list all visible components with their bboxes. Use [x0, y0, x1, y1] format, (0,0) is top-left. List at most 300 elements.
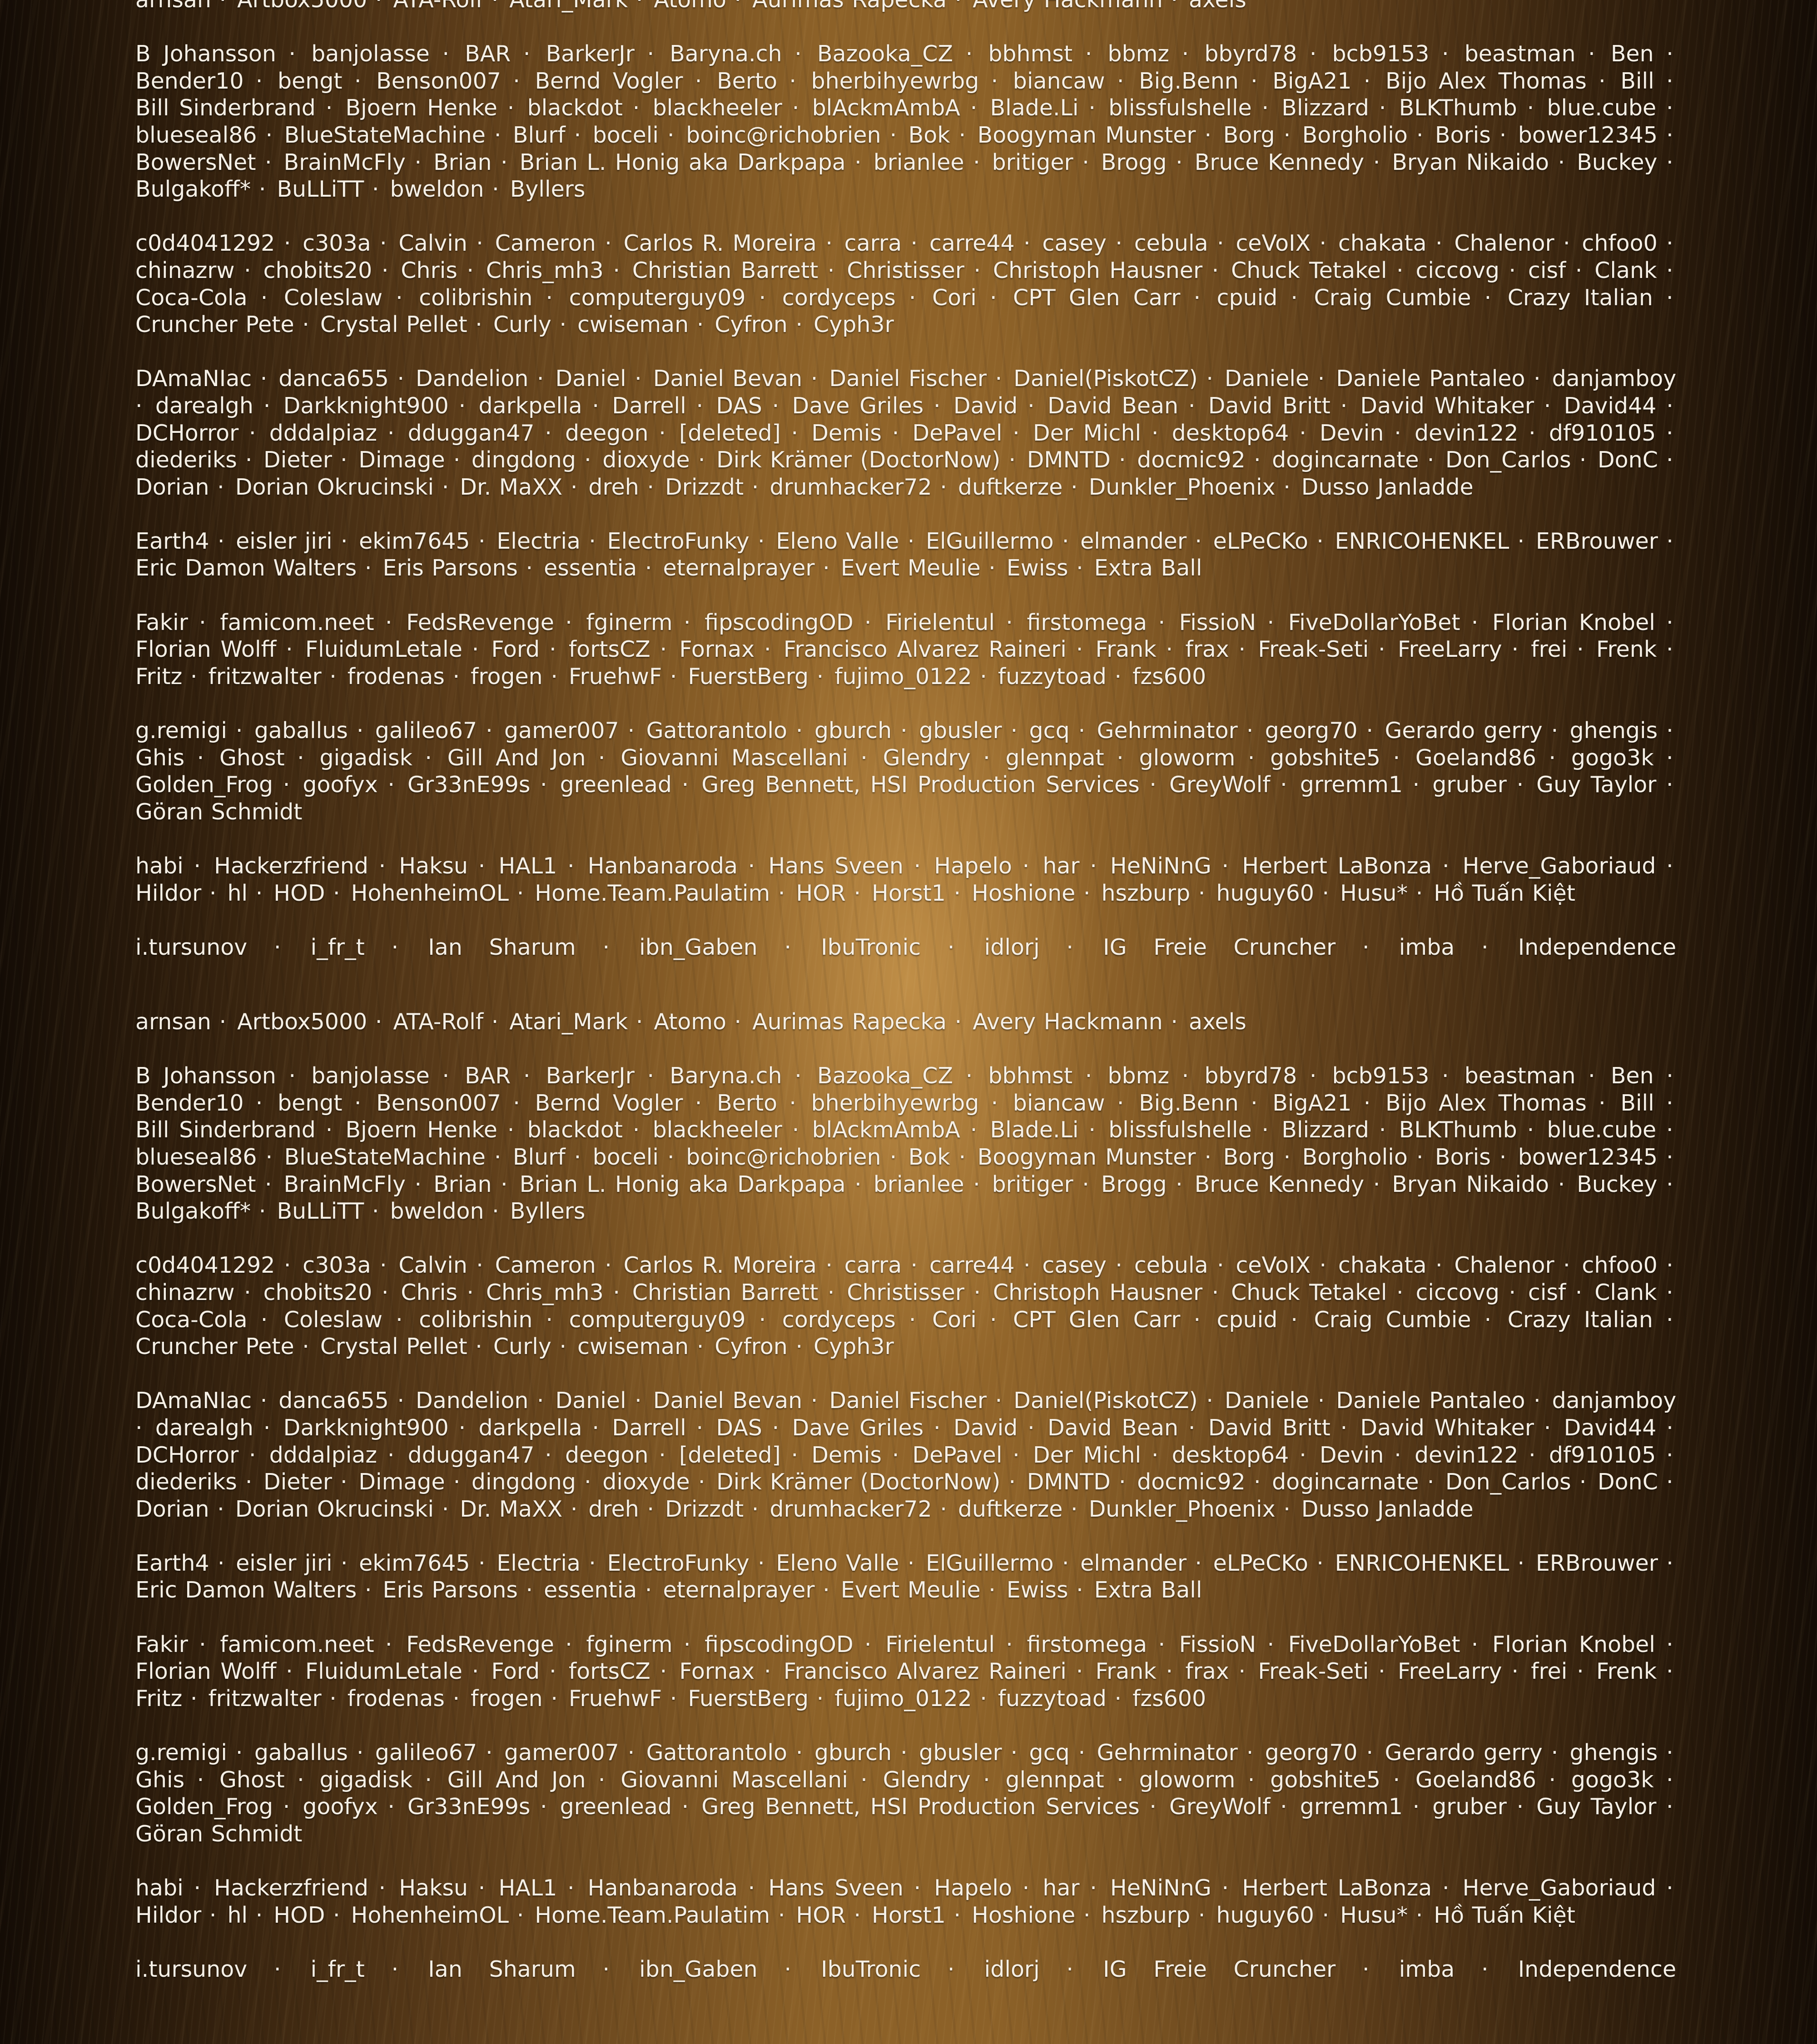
separator-dot: · [574, 1144, 584, 1171]
separator-dot: · [900, 1739, 910, 1766]
credit-name: Dave Griles [792, 393, 923, 419]
credit-name: Daniel Bevan [653, 366, 803, 392]
credit-name: idlorj [984, 1956, 1040, 1982]
credit-name: georg70 [1265, 718, 1358, 744]
separator-dot: · [289, 1062, 299, 1090]
credit-name: arnsan [135, 1009, 211, 1035]
credit-name: Göran Schmidt [135, 799, 303, 825]
credit-name: Curly [493, 1334, 551, 1359]
credit-name: Hapelo [934, 853, 1012, 879]
separator-dot: · [696, 392, 706, 420]
credit-name: ElectroFunky [607, 1550, 750, 1576]
separator-dot: · [1076, 1658, 1086, 1685]
credit-name: drumhacker72 [769, 1496, 932, 1522]
separator-dot: · [236, 717, 246, 744]
separator-dot: · [1529, 1442, 1539, 1469]
credit-name: Coca-Cola [135, 285, 248, 311]
separator-dot: · [209, 880, 219, 907]
credit-name: Dr. MaXX [460, 474, 562, 500]
credit-name: Dunkler_Phoenix [1089, 1496, 1276, 1522]
separator-dot: · [1340, 1414, 1350, 1442]
credit-name: fipscodingOD [705, 1632, 854, 1657]
separator-dot: · [864, 1631, 874, 1658]
separator-dot: · [236, 1739, 246, 1766]
separator-dot: · [1579, 1469, 1589, 1496]
separator-dot: · [249, 1442, 259, 1469]
credit-name: Ghost [219, 745, 285, 771]
separator-dot: · [1666, 420, 1676, 447]
credit-name: Aurimas Rapecka [752, 1009, 947, 1035]
credit-name: Gehrminator [1097, 718, 1238, 744]
credit-name: Husu* [1340, 1902, 1408, 1928]
credit-name: Horst1 [872, 1902, 946, 1928]
credit-name: boceli [593, 122, 659, 148]
credit-name: eLPeCKo [1213, 528, 1308, 554]
credit-name: fortsCZ [569, 636, 650, 662]
credit-name: carra [844, 230, 902, 256]
separator-dot: · [333, 880, 343, 907]
credit-name: Dr. MaXX [460, 1496, 562, 1522]
separator-dot: · [966, 1062, 976, 1090]
credit-name: Brogg [1101, 149, 1167, 175]
separator-dot: · [453, 447, 463, 474]
credit-name: eLPeCKo [1213, 1550, 1308, 1576]
credit-name: Bulgakoff* [135, 176, 251, 202]
separator-dot: · [1666, 1090, 1676, 1117]
credit-name: brianlee [874, 1171, 964, 1197]
separator-dot: · [697, 1333, 707, 1360]
credit-name: Borg [1223, 122, 1275, 148]
credit-name: Francisco Alvarez Raineri [784, 636, 1067, 662]
credit-name: Drizzdt [665, 1496, 744, 1522]
credit-name: Blurf [513, 1144, 566, 1170]
credit-name: GreyWolf [1169, 1794, 1271, 1820]
separator-dot: · [670, 1685, 680, 1712]
credit-name: Eleno Valle [776, 528, 899, 554]
separator-dot: · [1511, 636, 1521, 663]
credit-name: Gr33nE99s [407, 772, 530, 798]
credit-name: Boogyman Munster [978, 1144, 1196, 1170]
credit-name: Hildor [135, 880, 201, 906]
credit-name: bower12345 [1518, 1144, 1658, 1170]
separator-dot: · [1577, 1658, 1587, 1685]
credit-name: Christian Barrett [632, 1280, 819, 1305]
credit-name: bcb9153 [1332, 41, 1430, 67]
credit-name: FluidumLetale [305, 636, 462, 662]
separator-dot: · [256, 68, 266, 95]
separator-dot: · [340, 1469, 350, 1496]
separator-dot: · [1517, 771, 1527, 799]
separator-dot: · [197, 744, 207, 772]
separator-dot: · [1188, 1414, 1198, 1442]
credit-name: Dieter [263, 1469, 332, 1495]
separator-dot: · [274, 934, 284, 961]
separator-dot: · [1206, 365, 1216, 392]
separator-dot: · [1518, 528, 1528, 555]
credit-name: diederiks [135, 1469, 237, 1495]
credit-name: Boris [1435, 1144, 1491, 1170]
separator-dot: · [796, 1739, 806, 1766]
credit-name: fginerm [586, 1632, 672, 1657]
separator-dot: · [551, 663, 561, 690]
separator-dot: · [1299, 420, 1309, 447]
separator-dot: · [249, 420, 259, 447]
credit-name: Ghis [135, 745, 184, 771]
separator-dot: · [602, 1956, 612, 1983]
separator-dot: · [1442, 40, 1452, 68]
credit-name: IbuTronic [821, 934, 921, 960]
credit-name: FruehwF [569, 664, 662, 690]
separator-dot: · [660, 636, 670, 663]
separator-dot: · [1558, 149, 1568, 176]
separator-dot: · [286, 636, 296, 663]
separator-dot: · [970, 94, 980, 122]
separator-dot: · [517, 880, 527, 907]
credit-name: DCHorror [135, 1442, 238, 1468]
credit-name: har [1043, 853, 1079, 879]
separator-dot: · [266, 1144, 276, 1171]
separator-dot: · [860, 744, 870, 772]
separator-dot: · [546, 1306, 556, 1334]
credit-name: greenlead [560, 1794, 672, 1820]
credit-name: DCHorror [135, 420, 238, 446]
credit-name: bbmz [1107, 41, 1169, 67]
separator-dot: · [1666, 392, 1676, 420]
credit-name: Borgholio [1302, 122, 1408, 148]
credit-name: Hackerzfriend [214, 1875, 368, 1901]
separator-dot: · [1283, 1496, 1293, 1523]
credit-name: bbyrd78 [1204, 41, 1297, 67]
separator-dot: · [1364, 68, 1374, 95]
credit-name: dioxyde [602, 447, 690, 473]
separator-dot: · [959, 1144, 969, 1171]
credit-name: df910105 [1549, 420, 1656, 446]
separator-dot: · [263, 392, 273, 420]
credit-name: gcq [1029, 718, 1070, 744]
credit-name: blackheeler [653, 1117, 782, 1143]
credit-name: dogincarnate [1272, 1469, 1419, 1495]
separator-dot: · [1527, 94, 1537, 122]
separator-dot: · [1023, 1252, 1033, 1279]
credit-name: chobits20 [263, 1280, 372, 1305]
credit-name: Bill [1620, 1090, 1654, 1116]
separator-dot: · [197, 1766, 207, 1794]
credit-name: Carlos R. Moreira [624, 1252, 817, 1278]
separator-dot: · [537, 1387, 547, 1414]
credit-name: Demis [811, 1442, 882, 1468]
separator-dot: · [854, 880, 864, 907]
credit-name: Firielentul [885, 610, 995, 635]
credit-name: Devin [1320, 1442, 1384, 1468]
credit-name: blue.cube [1547, 1117, 1656, 1143]
separator-dot: · [286, 1658, 296, 1685]
credit-name: darkpella [478, 1415, 582, 1441]
separator-dot: · [385, 609, 395, 636]
separator-dot: · [789, 1090, 799, 1117]
separator-dot: · [1666, 636, 1676, 663]
separator-dot: · [1666, 1793, 1676, 1821]
credit-name: BigA21 [1272, 1090, 1351, 1116]
separator-dot: · [796, 717, 806, 744]
credit-name: Evert Meulie [841, 555, 981, 581]
credit-name: Blade.Li [990, 1117, 1079, 1143]
credit-name: i.tursunov [135, 1956, 247, 1982]
separator-dot: · [948, 1956, 958, 1983]
credit-name: fritzwalter [208, 664, 321, 690]
separator-dot: · [795, 311, 805, 338]
separator-dot: · [1291, 1306, 1301, 1334]
credit-name: Glendry [883, 1767, 971, 1793]
credit-name: Christisser [847, 1280, 964, 1305]
credit-name: Bruce Kennedy [1195, 149, 1365, 175]
separator-dot: · [825, 1252, 835, 1279]
credit-name: BrainMcFly [284, 1171, 406, 1197]
credit-name: Christoph Hausner [993, 1280, 1202, 1305]
separator-dot: · [1011, 1739, 1021, 1766]
credit-name: bbhmst [988, 41, 1072, 67]
credit-name: bengt [278, 68, 343, 94]
credit-name: Daniele Pantaleo [1336, 1388, 1525, 1414]
separator-dot: · [194, 1875, 204, 1902]
credit-name: Brian L. Honig aka Darkpapa [520, 1171, 846, 1197]
separator-dot: · [1551, 717, 1561, 744]
separator-dot: · [1416, 1144, 1426, 1171]
separator-dot: · [135, 1414, 145, 1442]
separator-dot: · [265, 149, 275, 176]
credit-name: Blizzard [1281, 95, 1369, 121]
separator-dot: · [513, 1090, 523, 1117]
separator-dot: · [1413, 771, 1423, 799]
credit-name: Coca-Cola [135, 1307, 248, 1333]
credit-name: FreeLarry [1398, 636, 1502, 662]
credit-name: DAmaNIac [135, 1388, 252, 1414]
separator-dot: · [828, 1279, 838, 1306]
credit-name: Bill Sinderbrand [135, 95, 316, 121]
separator-dot: · [1316, 1550, 1326, 1577]
credit-name: Ben [1611, 41, 1654, 67]
separator-dot: · [1394, 420, 1404, 447]
credit-name: Baryna.ch [670, 41, 782, 67]
credit-name: hl [227, 880, 248, 906]
separator-dot: · [784, 1956, 794, 1983]
credit-name: Haksu [399, 853, 468, 879]
separator-dot: · [283, 1793, 293, 1821]
credit-name: ibn_Gaben [639, 934, 758, 960]
separator-dot: · [284, 230, 294, 257]
credit-name: frodenas [348, 1686, 445, 1712]
separator-dot: · [1023, 1875, 1033, 1902]
credit-name: biancaw [1013, 1090, 1105, 1116]
credit-name: DAS [716, 393, 762, 419]
credit-name: carre44 [929, 230, 1015, 256]
credit-name: HohenheimOL [351, 880, 509, 906]
separator-dot: · [684, 609, 694, 636]
credit-name: Guy Taylor [1536, 772, 1656, 798]
separator-dot: · [1511, 1658, 1521, 1685]
separator-dot: · [1666, 1306, 1676, 1334]
separator-dot: · [1666, 40, 1676, 68]
credit-name: BLKThumb [1399, 1117, 1517, 1143]
credit-name: DonC [1598, 447, 1658, 473]
separator-dot: · [1666, 853, 1676, 880]
separator-dot: · [1393, 1766, 1403, 1794]
credit-name: Ford [491, 636, 540, 662]
credit-name: Fritz [135, 1686, 182, 1712]
separator-dot: · [1666, 771, 1676, 799]
separator-dot: · [1062, 528, 1072, 555]
credit-name: Chuck Tetakel [1231, 1280, 1387, 1305]
separator-dot: · [1083, 1902, 1093, 1929]
separator-dot: · [988, 555, 998, 582]
credit-name: grremm1 [1300, 1794, 1403, 1820]
separator-dot: · [759, 1306, 769, 1334]
credit-name: Hackerzfriend [214, 853, 368, 879]
separator-dot: · [784, 934, 794, 961]
credit-name: Independence [1518, 934, 1676, 960]
separator-dot: · [1251, 68, 1261, 95]
separator-dot: · [1267, 609, 1277, 636]
credit-name: FreeLarry [1398, 1658, 1502, 1684]
separator-dot: · [302, 311, 312, 338]
separator-dot: · [1115, 230, 1125, 257]
credit-name: Hanbanaroda [588, 1875, 738, 1901]
credit-name: cwiseman [577, 1334, 689, 1359]
credit-name: Brian [433, 1171, 491, 1197]
separator-dot: · [647, 474, 657, 501]
separator-dot: · [387, 1442, 397, 1469]
separator-dot: · [1666, 122, 1676, 149]
credit-name: duftkerze [958, 1496, 1063, 1522]
separator-dot: · [199, 609, 209, 636]
credit-name: Coleslaw [284, 1307, 382, 1333]
separator-dot: · [289, 40, 299, 68]
separator-dot: · [1551, 1739, 1561, 1766]
separator-dot: · [491, 1008, 501, 1036]
separator-dot: · [1666, 284, 1676, 312]
credit-name: Bender10 [135, 1090, 244, 1116]
credit-name: Firielentul [885, 1632, 995, 1657]
separator-dot: · [442, 1062, 452, 1090]
separator-dot: · [442, 474, 452, 501]
separator-dot: · [890, 122, 900, 149]
separator-dot: · [764, 636, 774, 663]
separator-dot: · [682, 771, 692, 799]
credit-name: Atomo [654, 1009, 726, 1035]
separator-dot: · [256, 1902, 266, 1929]
separator-dot: · [217, 474, 227, 501]
credit-name: Fritz [135, 664, 182, 690]
separator-dot: · [260, 1387, 270, 1414]
separator-dot: · [1254, 447, 1264, 474]
separator-dot: · [478, 528, 488, 555]
credit-name: David Britt [1208, 1415, 1330, 1441]
separator-dot: · [1666, 1144, 1676, 1171]
separator-dot: · [1378, 636, 1388, 663]
separator-dot: · [778, 1902, 788, 1929]
credit-name: ElGuillermo [926, 1550, 1054, 1576]
credit-name: IbuTronic [821, 1956, 921, 1982]
credit-name: ekim7645 [359, 528, 470, 554]
separator-dot: · [1484, 1306, 1494, 1334]
credit-name: FluidumLetale [305, 1658, 462, 1684]
separator-dot: · [990, 284, 1000, 312]
separator-dot: · [1261, 1116, 1271, 1144]
credit-name: Daniel [555, 366, 626, 392]
credit-name: cordyceps [782, 1307, 896, 1333]
credit-name: Darrell [612, 1415, 686, 1441]
separator-dot: · [415, 1171, 425, 1198]
credit-name: HeNiNnG [1110, 853, 1211, 879]
credit-name: hszburp [1101, 880, 1190, 906]
credit-name: Hapelo [934, 1875, 1012, 1901]
credit-name: Calvin [398, 1252, 467, 1278]
credit-name: Bruce Kennedy [1195, 1171, 1365, 1197]
credit-name: BuLLiTT [277, 1198, 364, 1224]
credit-name: Eleno Valle [776, 1550, 899, 1576]
separator-dot: · [501, 149, 511, 176]
credit-name: gcq [1029, 1740, 1070, 1766]
separator-dot: · [453, 1469, 463, 1496]
separator-dot: · [1579, 447, 1589, 474]
separator-dot: · [1205, 1144, 1215, 1171]
credit-name: gobshite5 [1270, 1767, 1380, 1793]
credit-name: Glendry [883, 745, 971, 771]
separator-dot: · [1239, 1658, 1249, 1685]
separator-dot: · [1085, 1062, 1095, 1090]
credit-name: fritzwalter [208, 1686, 321, 1712]
credit-name: grremm1 [1300, 772, 1403, 798]
credit-name: Benson007 [376, 1090, 501, 1116]
credit-name: cisf [1528, 1280, 1566, 1305]
credit-name: Dorian [135, 1496, 209, 1522]
credit-name: Der Michl [1033, 420, 1141, 446]
separator-dot: · [266, 122, 276, 149]
separator-dot: · [991, 68, 1001, 95]
credit-name: FiveDollarYoBet [1288, 610, 1460, 635]
credit-name: David [953, 393, 1018, 419]
credit-name: Eris Parsons [382, 555, 517, 581]
credit-name: dreh [588, 1496, 639, 1522]
credit-name: Chris_mh3 [486, 1280, 604, 1305]
separator-dot: · [1666, 1631, 1676, 1658]
separator-dot: · [244, 257, 254, 284]
separator-dot: · [379, 1875, 389, 1902]
credit-name: cebula [1134, 230, 1208, 256]
separator-dot: · [256, 1090, 266, 1117]
separator-dot: · [1509, 257, 1519, 284]
separator-dot: · [792, 1116, 802, 1144]
credit-name: Ewiss [1007, 555, 1068, 581]
credit-name: colibrishin [419, 285, 532, 311]
credit-name: Christisser [847, 258, 964, 283]
separator-dot: · [1599, 1090, 1608, 1117]
separator-dot: · [980, 663, 990, 690]
credit-name: frax [1185, 1658, 1229, 1684]
separator-dot: · [1442, 1062, 1452, 1090]
credit-name: galileo67 [375, 1740, 477, 1766]
separator-dot: · [1193, 1306, 1203, 1334]
separator-dot: · [1166, 1658, 1176, 1685]
credit-name: Brogg [1101, 1171, 1167, 1197]
separator-dot: · [954, 1902, 964, 1929]
separator-dot: · [1529, 420, 1539, 447]
credit-name: eternalprayer [663, 1577, 815, 1603]
separator-dot: · [1666, 1658, 1676, 1685]
credit-name: fginerm [586, 610, 672, 635]
separator-dot: · [523, 1062, 533, 1090]
credit-name: i_fr_t [311, 934, 365, 960]
separator-dot: · [908, 528, 918, 555]
